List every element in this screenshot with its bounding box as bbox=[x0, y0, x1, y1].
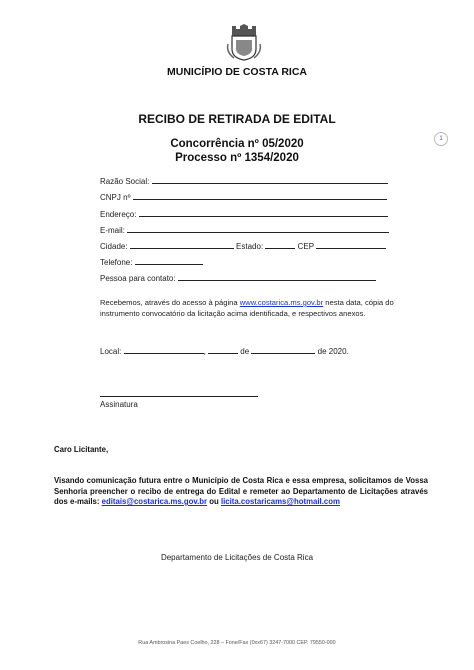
greeting: Caro Licitante, bbox=[54, 445, 109, 454]
email-link-editais[interactable]: editais@costarica.ms.gov.br bbox=[101, 497, 208, 506]
process-identification bbox=[0, 137, 474, 165]
email-label: E-mail: bbox=[100, 226, 125, 235]
month-input[interactable] bbox=[251, 345, 315, 354]
telefone-input[interactable] bbox=[135, 256, 203, 265]
footer-address: Rua Ambrosina Paes Coelho, 228 – Fone/Fax (0xx67) 3247-7000 CEP. 79550-000 bbox=[138, 640, 336, 646]
cidade-input[interactable] bbox=[130, 240, 234, 249]
field-email bbox=[100, 224, 389, 235]
cidade-label: Cidade: bbox=[100, 242, 128, 251]
cep-label: CEP bbox=[297, 242, 314, 251]
field-telefone bbox=[100, 256, 203, 267]
field-razao-social bbox=[100, 175, 388, 186]
receipt-statement: Recebemos, através do acesso à página www.costarica.ms.gov.br nesta data, cópia do instrumento convocatório da licitação acima identificada, e respectivos anexos. bbox=[100, 298, 394, 318]
document-title: RECIBO DE RETIRADA DE EDITAL bbox=[138, 112, 336, 126]
field-cidade bbox=[100, 240, 386, 251]
endereco-input[interactable] bbox=[139, 208, 388, 217]
field-endereco bbox=[100, 208, 388, 219]
razao-social-label: Razão Social: bbox=[100, 177, 150, 186]
field-cnpj bbox=[100, 191, 387, 202]
website-link[interactable]: www.costarica.ms.gov.br bbox=[239, 298, 324, 307]
signature-label: Assinatura bbox=[100, 400, 138, 409]
estado-input[interactable] bbox=[265, 240, 295, 249]
cnpj-label: CNPJ nº bbox=[100, 193, 131, 202]
municipal-crest-icon bbox=[224, 22, 264, 62]
field-contato bbox=[100, 272, 376, 283]
municipality-name: MUNICÍPIO DE COSTA RICA bbox=[166, 66, 307, 78]
signature-line[interactable] bbox=[100, 396, 258, 397]
contato-input[interactable] bbox=[178, 272, 376, 281]
page-badge: 1 bbox=[434, 132, 448, 146]
competition-number: Concorrência nº 05/2020 bbox=[170, 138, 304, 150]
cep-input[interactable] bbox=[316, 240, 386, 249]
local-input[interactable] bbox=[124, 345, 204, 354]
local-label: Local: bbox=[100, 347, 122, 356]
email-input[interactable] bbox=[127, 224, 389, 233]
date-line: Local: , de de 2020. bbox=[100, 347, 349, 356]
contato-label: Pessoa para contato: bbox=[100, 274, 176, 283]
razao-social-input[interactable] bbox=[152, 175, 388, 184]
cnpj-input[interactable] bbox=[133, 191, 387, 200]
email-link-hotmail[interactable]: licita.costaricams@hotmail.com bbox=[220, 497, 340, 506]
department-name: Departamento de Licitações de Costa Rica bbox=[160, 553, 314, 562]
day-input[interactable] bbox=[208, 345, 238, 354]
process-number: Processo nº 1354/2020 bbox=[175, 152, 299, 164]
telefone-label: Telefone: bbox=[100, 258, 133, 267]
estado-label: Estado: bbox=[236, 242, 264, 251]
instructions-paragraph: Visando comunicação futura entre o Município de Costa Rica e essa empresa, solicitamos de Vossa Senhoria preencher o recibo de entrega do Edital e remeter ao Departamento de Licitações através dos e-mails: editais@costarica.ms.gov.br ou licita.costaricams@hotmail.com bbox=[54, 476, 428, 506]
endereco-label: Endereço: bbox=[100, 210, 137, 219]
